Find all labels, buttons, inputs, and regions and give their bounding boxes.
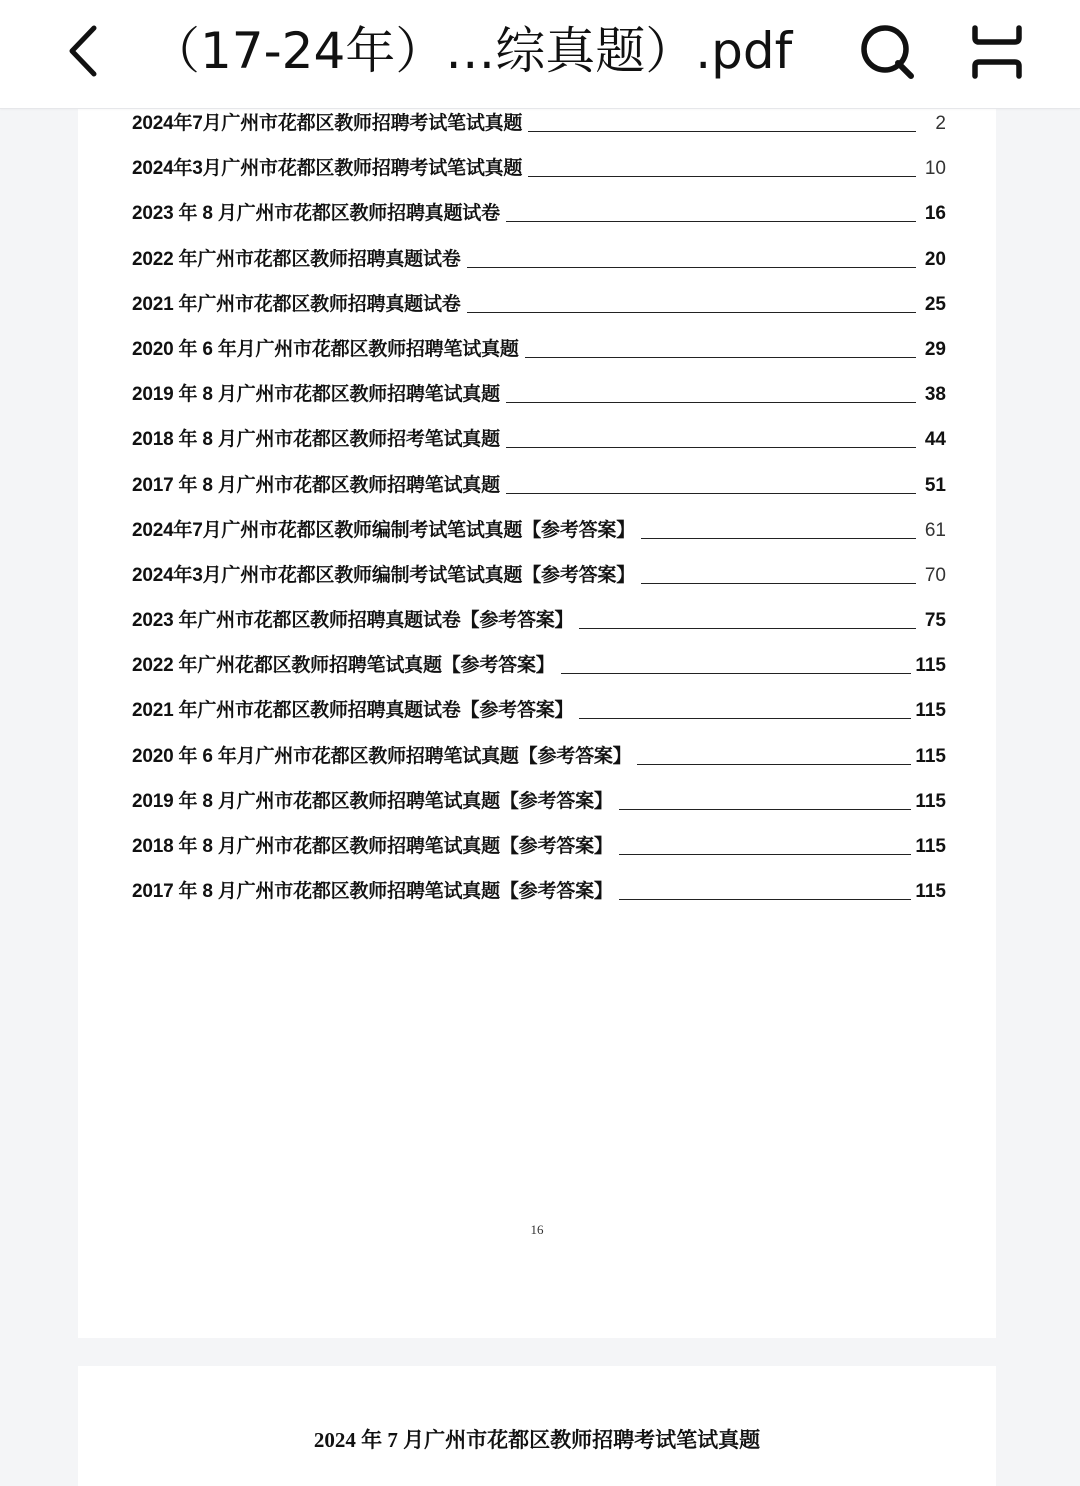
table-of-contents <box>132 108 946 904</box>
pdf-page <box>78 108 996 1338</box>
toc-entry-page: 70 <box>924 564 946 586</box>
toc-entry-title: 2019 年 8 月广州市花都区教师招聘笔试真题 <box>132 384 500 406</box>
toc-leader-line <box>619 854 912 855</box>
toc-entry[interactable] <box>132 498 946 543</box>
toc-entry-page: 10 <box>924 158 946 180</box>
toc-entry-title: 2017 年 8 月广州市花都区教师招聘笔试真题 <box>132 474 500 496</box>
toc-entry-title: 2021 年广州市花都区教师招聘真题试卷【参考答案】 <box>132 700 574 722</box>
toc-entry[interactable] <box>132 317 946 362</box>
toc-entry-page: 44 <box>924 429 946 451</box>
toc-entry-title: 2018 年 8 月广州市花都区教师招考笔试真题 <box>132 429 500 451</box>
toc-leader-line <box>506 493 916 494</box>
toc-entry-page: 115 <box>915 745 946 767</box>
toc-leader-line <box>528 176 916 177</box>
toc-entry-title: 2021 年广州市花都区教师招聘真题试卷 <box>132 293 461 315</box>
toc-entry-page: 51 <box>924 474 946 496</box>
back-button[interactable] <box>50 16 120 86</box>
toc-leader-line <box>637 764 911 765</box>
toc-entry-page: 75 <box>924 610 946 632</box>
toc-leader-line <box>525 357 916 358</box>
toc-entry[interactable] <box>132 588 946 633</box>
toc-leader-line <box>619 899 912 900</box>
toc-leader-line <box>561 673 912 674</box>
toc-entry[interactable] <box>132 108 946 136</box>
toc-leader-line <box>619 809 912 810</box>
toc-entry[interactable] <box>132 452 946 497</box>
toc-entry-page: 115 <box>915 700 946 722</box>
toc-leader-line <box>506 221 916 222</box>
toc-entry[interactable] <box>132 181 946 226</box>
toc-entry[interactable] <box>132 362 946 407</box>
toc-entry[interactable] <box>132 226 946 271</box>
toc-entry-page: 115 <box>915 881 946 903</box>
toc-leader-line <box>506 402 916 403</box>
toc-entry-title: 2017 年 8 月广州市花都区教师招聘笔试真题【参考答案】 <box>132 881 613 903</box>
toc-entry-page: 20 <box>924 248 946 270</box>
toc-entry-page: 115 <box>915 790 946 812</box>
search-icon <box>852 16 922 86</box>
toc-entry-title: 2024年3月广州市花都区教师编制考试笔试真题【参考答案】 <box>132 564 636 586</box>
toc-entry-title: 2020 年 6 年月广州市花都区教师招聘笔试真题【参考答案】 <box>132 745 632 767</box>
toc-entry-title: 2024年7月广州市花都区教师招聘考试笔试真题 <box>132 113 523 134</box>
toc-entry-title: 2023 年 8 月广州市花都区教师招聘真题试卷 <box>132 203 500 225</box>
toc-leader-line <box>467 267 916 268</box>
toc-entry-page: 115 <box>915 836 946 857</box>
toc-leader-line <box>641 583 916 584</box>
toc-leader-line <box>641 538 916 539</box>
toc-leader-line <box>579 628 916 629</box>
top-bar <box>0 0 1080 109</box>
toc-entry[interactable] <box>132 272 946 317</box>
document-title: （17-24年）…综真题）.pdf <box>150 22 793 80</box>
toc-entry-page: 38 <box>924 384 946 406</box>
toc-leader-line <box>579 718 911 719</box>
toc-leader-line <box>506 447 916 448</box>
toc-entry[interactable] <box>132 633 946 678</box>
toc-entry-page: 29 <box>924 338 946 360</box>
pdf-page-next <box>78 1366 996 1486</box>
toc-entry-page: 115 <box>915 655 946 677</box>
toc-entry-title: 2022 年广州花都区教师招聘笔试真题【参考答案】 <box>132 655 555 677</box>
toc-entry[interactable] <box>132 859 946 904</box>
toc-entry-title: 2018 年 8 月广州市花都区教师招聘笔试真题【参考答案】 <box>132 836 613 857</box>
toc-entry[interactable] <box>132 678 946 723</box>
toc-entry-page: 25 <box>924 293 946 315</box>
toc-entry[interactable] <box>132 814 946 859</box>
toc-entry-title: 2020 年 6 年月广州市花都区教师招聘笔试真题 <box>132 338 519 360</box>
toc-leader-line <box>528 131 916 132</box>
expand-icon <box>962 16 1032 86</box>
next-page-heading: 2024 年 7 月广州市花都区教师招聘考试笔试真题 <box>313 1428 761 1452</box>
expand-button[interactable] <box>962 16 1032 86</box>
toc-entry-title: 2023 年广州市花都区教师招聘真题试卷【参考答案】 <box>132 610 574 632</box>
toc-entry[interactable] <box>132 543 946 588</box>
toc-entry-title: 2019 年 8 月广州市花都区教师招聘笔试真题【参考答案】 <box>132 790 613 812</box>
search-button[interactable] <box>852 16 922 86</box>
toc-entry-title: 2024年7月广州市花都区教师编制考试笔试真题【参考答案】 <box>132 519 636 541</box>
toc-entry-page: 2 <box>935 113 946 134</box>
toc-entry-page: 16 <box>924 203 946 225</box>
toc-entry[interactable] <box>132 136 946 181</box>
toc-entry[interactable] <box>132 723 946 768</box>
toc-entry[interactable] <box>132 769 946 814</box>
toc-entry[interactable] <box>132 407 946 452</box>
toc-entry-title: 2022 年广州市花都区教师招聘真题试卷 <box>132 248 461 270</box>
chevron-left-icon <box>50 16 120 86</box>
toc-leader-line <box>467 312 916 313</box>
page-number: 16 <box>530 1222 544 1237</box>
toc-entry-page: 61 <box>924 519 946 541</box>
toc-entry-title: 2024年3月广州市花都区教师招聘考试笔试真题 <box>132 158 523 180</box>
